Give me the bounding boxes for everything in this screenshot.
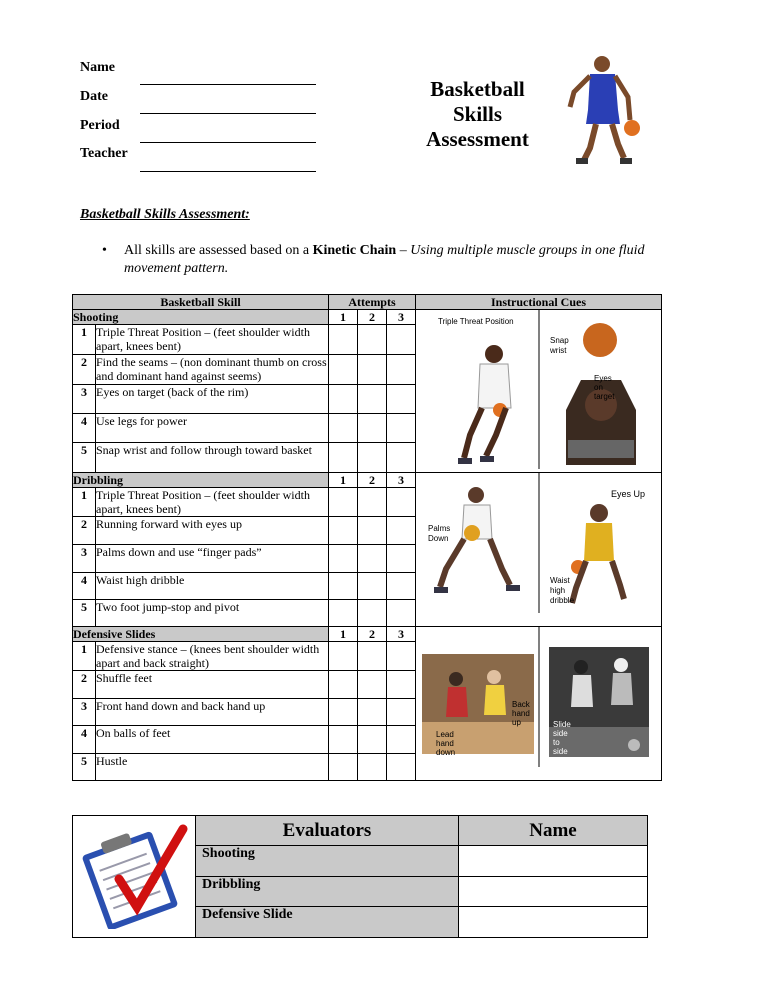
evaluator-name-field[interactable] [459, 846, 648, 877]
attempt-box[interactable] [387, 545, 416, 573]
svg-text:to: to [553, 738, 560, 747]
attempt-box[interactable] [358, 545, 387, 573]
dribbling-cues-illustration [416, 473, 661, 613]
attempt-box[interactable] [387, 642, 416, 671]
attempt-box[interactable] [387, 600, 416, 627]
shooting-cues-cell [416, 310, 662, 473]
skill-item: On balls of feet [96, 726, 329, 754]
attempt-box[interactable] [387, 325, 416, 355]
evaluators-table [72, 815, 648, 938]
skill-item: Eyes on target (back of the rim) [96, 385, 329, 414]
svg-text:down: down [436, 748, 456, 757]
cues-column-header: Instructional Cues [416, 295, 662, 310]
attempt-box[interactable] [387, 488, 416, 517]
date-line[interactable] [140, 113, 316, 114]
attempt-box[interactable] [358, 385, 387, 414]
section-subtitle: Basketball Skills Assessment: [80, 207, 250, 222]
svg-text:dribble: dribble [550, 596, 575, 605]
attempt-box[interactable] [329, 642, 358, 671]
skill-column-header: Basketball Skill [73, 295, 329, 310]
attempt-box[interactable] [358, 699, 387, 726]
attempt-box[interactable] [329, 671, 358, 699]
dribbling-cues-cell [416, 473, 662, 627]
svg-text:target: target [594, 392, 615, 401]
svg-text:hand: hand [436, 739, 454, 748]
svg-text:high: high [550, 586, 566, 595]
attempt-box[interactable] [387, 385, 416, 414]
svg-text:side: side [553, 729, 568, 738]
attempt-box[interactable] [329, 414, 358, 443]
name-label: Name [80, 60, 115, 75]
skill-item: Front hand down and back hand up [96, 699, 329, 726]
attempt-box[interactable] [329, 726, 358, 754]
basketball-player-illustration [560, 52, 645, 172]
attempt-box[interactable] [387, 443, 416, 473]
svg-text:Down: Down [428, 534, 449, 543]
attempt-box[interactable] [358, 443, 387, 473]
teacher-label: Teacher [80, 146, 128, 161]
evaluator-name-field[interactable] [459, 907, 648, 938]
page-title: Basketball Skills Assessment [426, 77, 529, 151]
shooting-cues-illustration [416, 310, 661, 469]
attempt-box[interactable] [329, 488, 358, 517]
evaluators-header: Evaluators [196, 816, 459, 846]
attempt-box[interactable] [358, 325, 387, 355]
period-label: Period [80, 118, 120, 133]
attempt-box[interactable] [329, 699, 358, 726]
attempt-box[interactable] [387, 355, 416, 385]
svg-text:on: on [594, 383, 603, 392]
evaluator-name-field[interactable] [459, 877, 648, 907]
evaluator-row-dribbling: Dribbling [196, 877, 459, 907]
svg-text:hand: hand [512, 709, 530, 718]
attempt-box[interactable] [387, 517, 416, 545]
category-shooting: Shooting [73, 310, 329, 325]
skill-item: Use legs for power [96, 414, 329, 443]
name-line[interactable] [140, 84, 316, 85]
svg-text:Palms: Palms [428, 524, 451, 533]
attempt-box[interactable] [387, 414, 416, 443]
attempt-box[interactable] [387, 726, 416, 754]
svg-text:Eyes: Eyes [594, 374, 612, 383]
skill-item: Palms down and use “finger pads” [96, 545, 329, 573]
clipboard-cell [73, 816, 196, 938]
attempt-box[interactable] [329, 443, 358, 473]
attempt-box[interactable] [329, 754, 358, 781]
attempt-box[interactable] [358, 355, 387, 385]
attempt-box[interactable] [387, 754, 416, 781]
skill-item: Find the seams – (non dominant thumb on cross and dominant hand against seems) [96, 355, 327, 384]
attempt-box[interactable] [358, 642, 387, 671]
teacher-line[interactable] [140, 171, 316, 172]
attempt-box[interactable] [358, 754, 387, 781]
attempt-box[interactable] [358, 600, 387, 627]
period-line[interactable] [140, 142, 316, 143]
defense-cues-cell [416, 627, 662, 781]
attempt-box[interactable] [329, 355, 358, 385]
skill-item: Hustle [96, 754, 329, 781]
category-dribbling: Dribbling [73, 473, 329, 488]
attempt-box[interactable] [329, 517, 358, 545]
attempt-box[interactable] [358, 573, 387, 600]
svg-text:Back: Back [512, 700, 530, 709]
evaluator-row-defensive-slide: Defensive Slide [196, 907, 459, 938]
attempt-box[interactable] [387, 671, 416, 699]
attempts-column-header: Attempts [329, 295, 416, 310]
attempt-box[interactable] [358, 414, 387, 443]
attempt-box[interactable] [329, 573, 358, 600]
svg-text:Waist: Waist [550, 576, 570, 585]
attempt-box[interactable] [358, 726, 387, 754]
clipboard-checkmark-icon [79, 819, 189, 929]
skill-item: Snap wrist and follow through toward basket [96, 443, 329, 473]
svg-text:wrist: wrist [550, 346, 567, 355]
svg-text:Slide: Slide [553, 720, 571, 729]
attempt-box[interactable] [329, 325, 358, 355]
category-defensive-slides: Defensive Slides [73, 627, 329, 642]
svg-text:side: side [553, 747, 568, 756]
svg-text:up: up [512, 718, 521, 727]
evaluator-row-shooting: Shooting [196, 846, 459, 877]
skill-item: Two foot jump-stop and pivot [96, 600, 329, 627]
svg-text:Eyes Up: Eyes Up [611, 489, 646, 499]
skill-item: Triple Threat Position – (feet shoulder width apart, knees bent) [96, 325, 329, 355]
skills-table: Basketball Skill Attempts Instructional Cues Shooting 1 2 3 Triple Threat Position Snap wrist Eyes on target 1 Triple Threat Position – (feet shoulder width apart, knees bent) 2 Find the seams – (non dominant thumb on cross and dominant hand against seems) 3 Eyes on target (back of the rim) 4 Use legs for power 5 Snap wrist and follow through toward basket Dribbling 1 2 3 Palms Down Eyes Up Waist high dribble 1 Triple Threat Position – (feet shoulder width apart, knees bent) 2 Running forward with eyes up 3 Palms down and use “finger pads” 4 Waist high dribble 5 Two foot jump-stop and pivot Defensive Slides 1 2 3 Lead hand down Back hand up Slide side to side 1 Defensive stance – (knees bent shoulder width apart and back straight) 2 Shuffle feet 3 Front hand down and back hand up 4 On balls of feet 5 Hustle [72, 294, 662, 781]
skill-item: Shuffle feet [96, 671, 329, 699]
bullet-dot-icon: • [102, 243, 107, 258]
attempt-box[interactable] [358, 517, 387, 545]
skill-item: Triple Threat Position – (feet shoulder width apart, knees bent) [96, 488, 329, 517]
attempt-box[interactable] [387, 573, 416, 600]
date-label: Date [80, 89, 108, 104]
attempt-box[interactable] [358, 488, 387, 517]
skill-item: Waist high dribble [96, 573, 329, 600]
attempt-box[interactable] [329, 385, 358, 414]
skill-item: Defensive stance – (knees bent shoulder width apart and back straight) [96, 642, 329, 671]
defense-cues-illustration [416, 627, 661, 767]
name-header: Name [459, 816, 648, 846]
svg-text:Snap: Snap [550, 336, 569, 345]
skill-item: Running forward with eyes up [96, 517, 329, 545]
attempt-box[interactable] [358, 671, 387, 699]
attempt-box[interactable] [329, 545, 358, 573]
attempt-box[interactable] [329, 600, 358, 627]
svg-text:Triple Threat Position: Triple Threat Position [438, 317, 514, 326]
attempt-box[interactable] [387, 699, 416, 726]
svg-text:Lead: Lead [436, 730, 454, 739]
